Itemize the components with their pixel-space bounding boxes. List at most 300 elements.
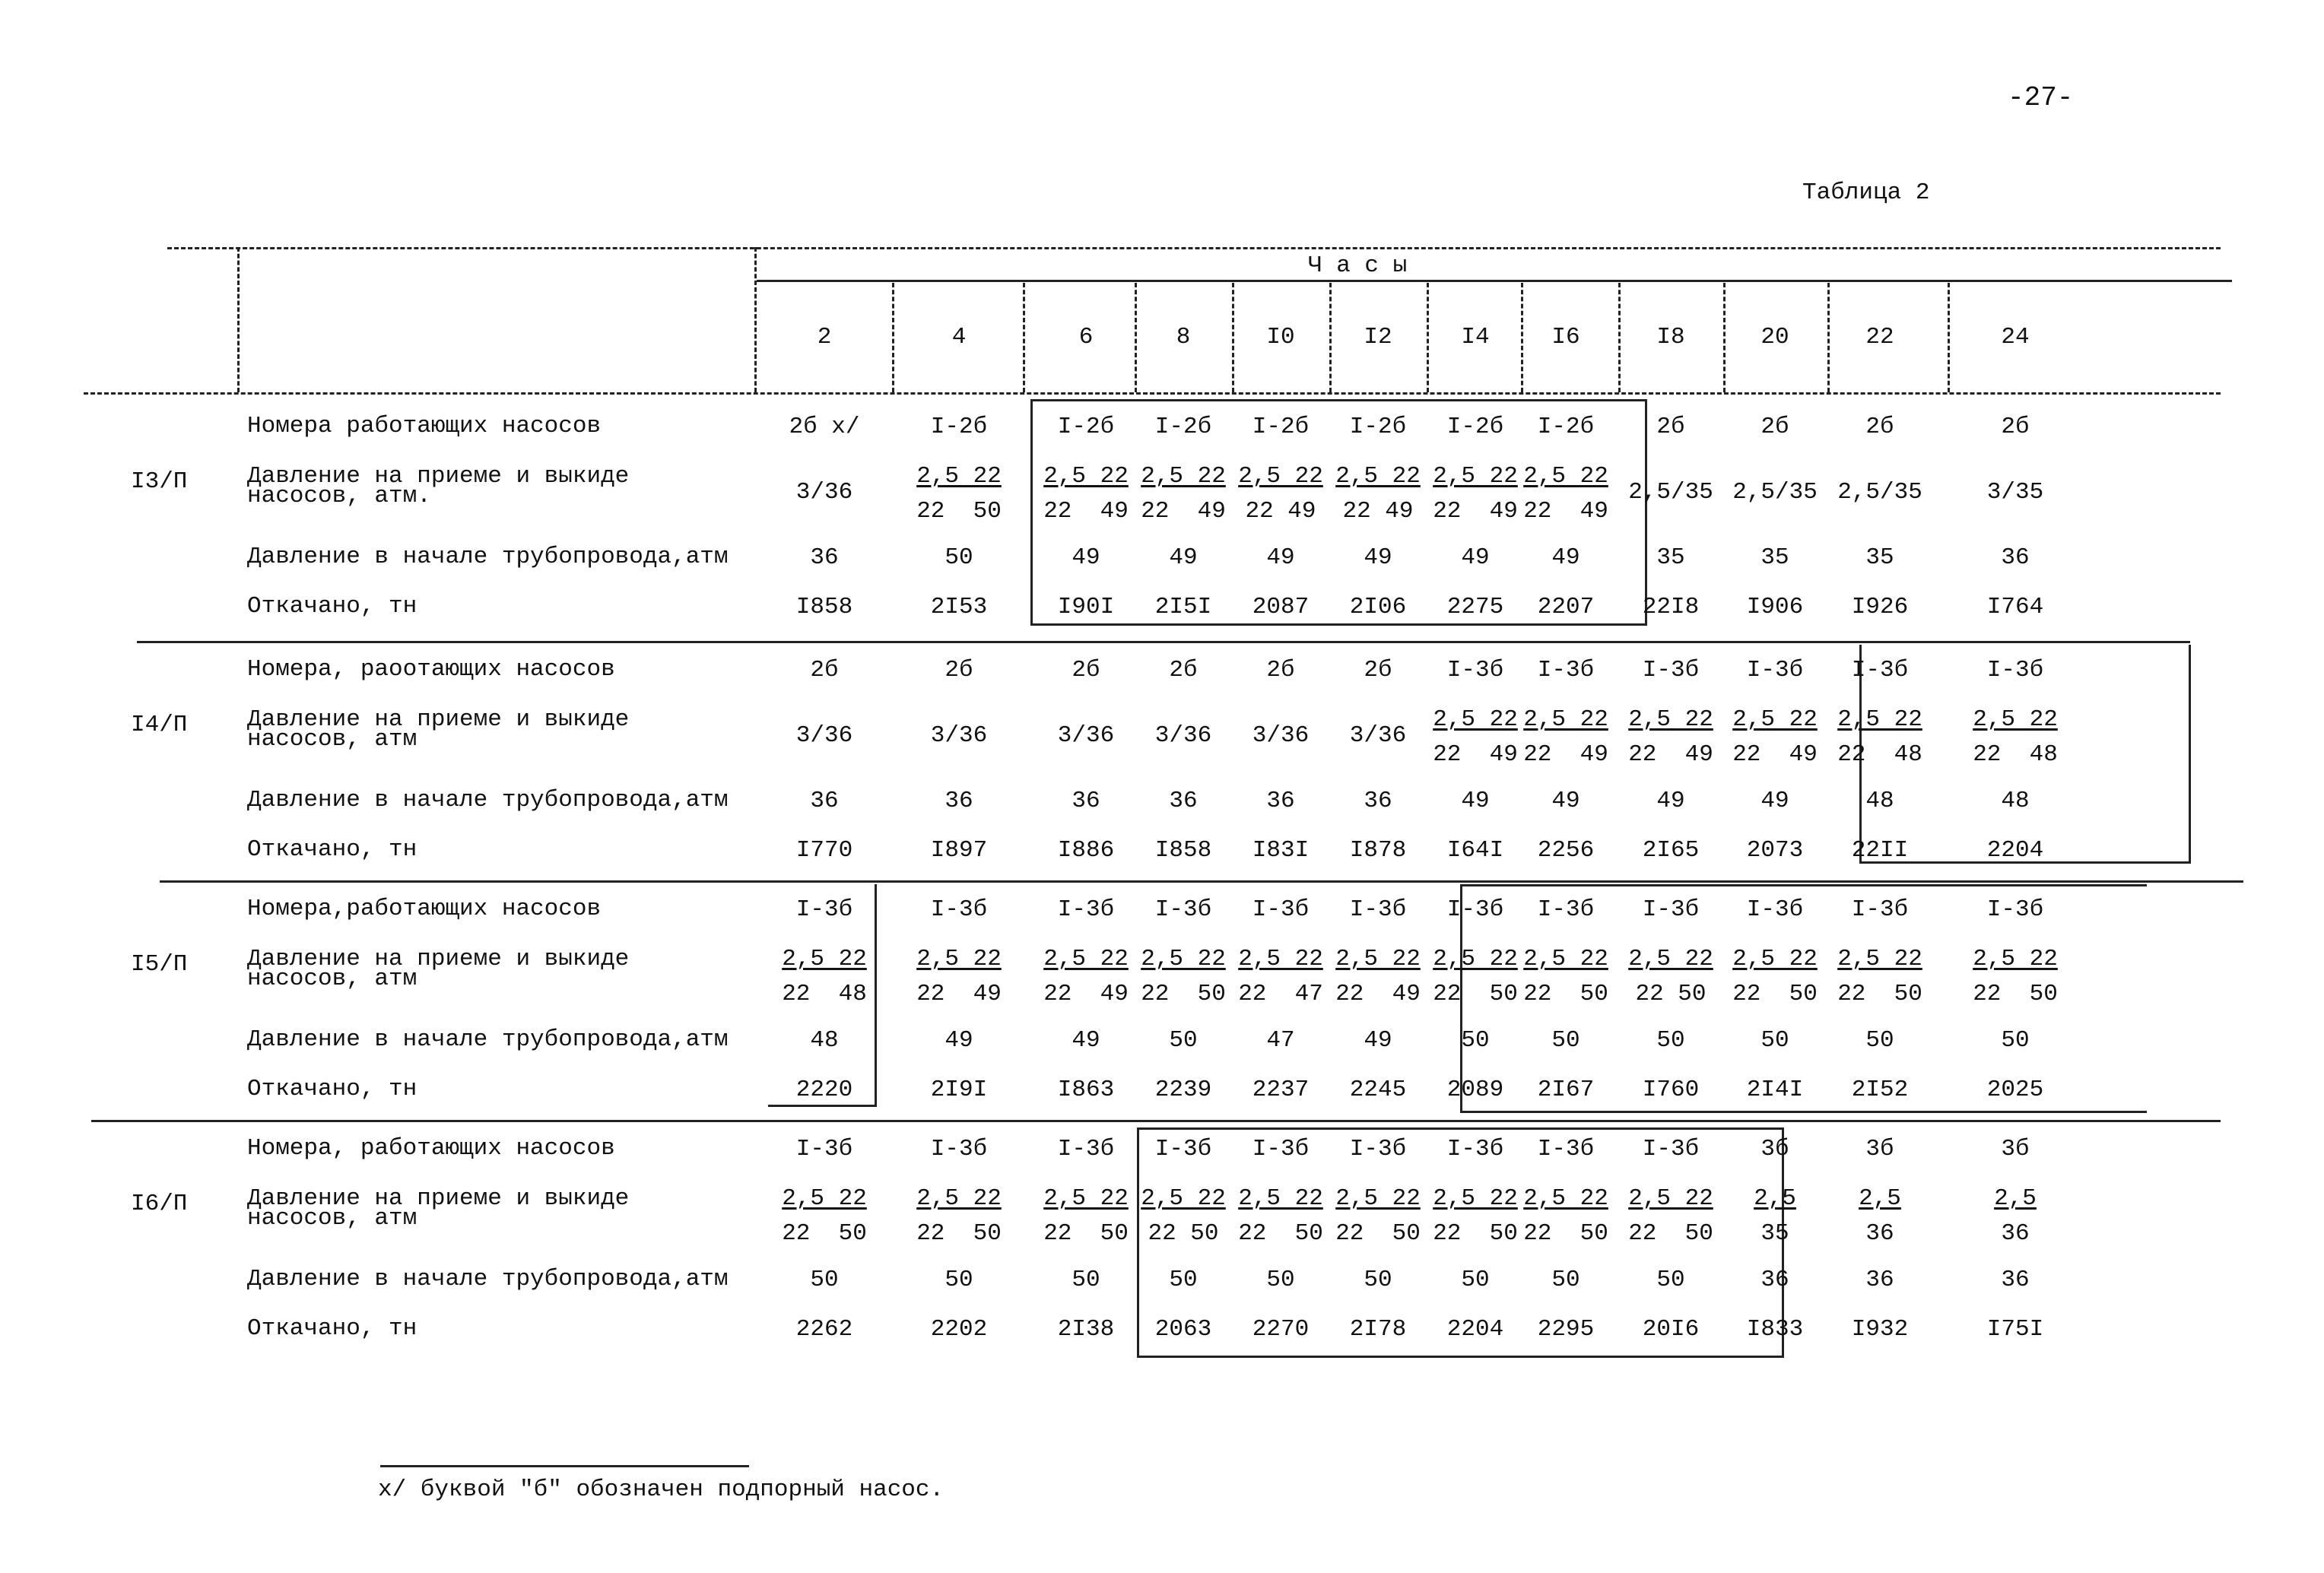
table-cell: I863	[1057, 1077, 1115, 1103]
table-cell: I886	[1057, 837, 1115, 864]
pressure-fraction	[1043, 459, 1129, 529]
table-cell: 2204	[1446, 1316, 1504, 1343]
suction-discharge-top: 2,5	[1994, 1185, 2037, 1212]
table-cell: 2б x/	[789, 414, 860, 440]
table-cell: 49	[1760, 788, 1789, 814]
table-cell: 36	[810, 788, 839, 814]
table-cell: 2I9I	[930, 1077, 988, 1103]
table-cell: 2I78	[1349, 1316, 1407, 1343]
column-divider	[892, 283, 894, 392]
table-cell: I-3б	[930, 896, 988, 923]
table-cell: 36	[2001, 1267, 2030, 1293]
table-cell: I-3б	[1154, 896, 1212, 923]
table-cell: 48	[1865, 788, 1894, 814]
table-cell: I90I	[1057, 594, 1115, 620]
table-title: Таблица 2	[1802, 179, 1930, 206]
table-cell: 49	[1364, 1027, 1392, 1054]
suction-discharge-top: 2,5 22	[1628, 1185, 1713, 1212]
suction-discharge-top: 2,5 22	[1628, 706, 1713, 733]
header-bottom-rule	[84, 392, 2221, 395]
suction-discharge-bottom: 22 49	[1732, 741, 1818, 768]
hour-header: I0	[1266, 324, 1295, 350]
table-cell: I-3б	[1851, 896, 1909, 923]
table-cell: 2207	[1537, 594, 1595, 620]
table-cell: 2245	[1349, 1077, 1407, 1103]
pressure-fraction	[1628, 1181, 1713, 1251]
table-cell: 2I65	[1642, 837, 1700, 864]
suction-discharge-top: 2,5 22	[1335, 1185, 1421, 1212]
suction-discharge-top: 2,5 22	[1973, 706, 2058, 733]
table-cell: I-3б	[1642, 896, 1700, 923]
suction-discharge-bottom: 22 49	[1433, 741, 1518, 768]
table-cell: 2063	[1154, 1316, 1212, 1343]
row-label: Давление на приеме и выкиде насосов, атм.	[247, 463, 630, 509]
block-id: I3/П	[131, 468, 188, 495]
suction-discharge-bottom: 22 50	[1635, 981, 1706, 1007]
table-cell: 2б	[1072, 657, 1100, 683]
suction-discharge-top: 2,5 22	[1238, 946, 1323, 972]
pressure-fraction	[1433, 942, 1518, 1012]
row-label: Номера работающих насосов	[247, 413, 602, 439]
block-id: I6/П	[131, 1191, 188, 1217]
pressure-fraction	[1433, 702, 1518, 772]
table-cell: 2,5/35	[1732, 479, 1818, 506]
table-cell: 2295	[1537, 1316, 1595, 1343]
suction-discharge-top: 2,5 22	[1837, 946, 1922, 972]
suction-discharge-top: 2,5 22	[1523, 463, 1608, 490]
pressure-fraction	[1523, 1181, 1608, 1251]
table-cell: 2202	[930, 1316, 988, 1343]
table-cell: I-3б	[1446, 657, 1504, 683]
table-cell: 3б	[2001, 1136, 2030, 1162]
table-cell: I858	[795, 594, 853, 620]
suction-discharge-bottom: 22 49	[1141, 498, 1226, 525]
table-cell: 36	[1072, 788, 1100, 814]
suction-discharge-bottom: 36	[1865, 1220, 1894, 1247]
table-cell: I-3б	[1851, 657, 1909, 683]
pressure-fraction	[916, 459, 1002, 529]
table-cell: 36	[1865, 1267, 1894, 1293]
table-cell: I-3б	[1537, 657, 1595, 683]
suction-discharge-top: 2,5 22	[1043, 463, 1129, 490]
pressure-fraction	[1141, 459, 1226, 529]
table-cell: 3/36	[795, 479, 853, 506]
pressure-fraction	[1754, 1181, 1796, 1251]
table-cell: 2б	[945, 657, 973, 683]
table-cell: 50	[1656, 1027, 1685, 1054]
pressure-fraction	[782, 1181, 867, 1251]
row-label: Давление на приеме и выкиде насосов, атм	[247, 706, 630, 753]
hour-header: I6	[1551, 324, 1580, 350]
table-cell: 50	[1461, 1267, 1490, 1293]
table-cell: 2I5I	[1154, 594, 1212, 620]
hours-label: Ч а с ы	[1308, 252, 1408, 279]
suction-discharge-bottom: 22 49	[1523, 741, 1608, 768]
suction-discharge-bottom: 22 50	[1148, 1220, 1219, 1247]
table-cell: 2220	[795, 1077, 853, 1103]
suction-discharge-bottom: 22 50	[916, 498, 1002, 525]
suction-discharge-bottom: 22 50	[1837, 981, 1922, 1007]
table-cell: I-3б	[1986, 657, 2044, 683]
hour-header: I8	[1656, 324, 1685, 350]
table-cell: I-3б	[795, 896, 853, 923]
table-cell: 2б	[810, 657, 839, 683]
suction-discharge-top: 2,5 22	[1523, 706, 1608, 733]
table-cell: 49	[1072, 544, 1100, 571]
row-label: Давление на приеме и выкиде насосов, атм	[247, 1185, 630, 1232]
pressure-fraction	[916, 942, 1002, 1012]
page-number: -27-	[2008, 82, 2074, 113]
table-cell: I75I	[1986, 1316, 2044, 1343]
table-cell: I906	[1746, 594, 1804, 620]
table-cell: 50	[1551, 1027, 1580, 1054]
pressure-fraction	[1433, 459, 1518, 529]
table-cell: 47	[1266, 1027, 1295, 1054]
block-separator	[91, 1120, 2221, 1122]
pressure-fraction	[1238, 942, 1323, 1012]
table-cell: 3/36	[1154, 722, 1212, 749]
table-cell: I-2б	[1349, 414, 1407, 440]
table-cell: 2I06	[1349, 594, 1407, 620]
suction-discharge-top: 2,5 22	[1628, 946, 1713, 972]
table-cell: I932	[1851, 1316, 1909, 1343]
suction-discharge-bottom: 22 50	[1628, 1220, 1713, 1247]
column-divider	[1232, 283, 1234, 392]
block-separator	[137, 641, 2190, 643]
hour-header: 2	[817, 324, 832, 350]
table-cell: 3/35	[1986, 479, 2044, 506]
table-cell: 50	[1169, 1027, 1198, 1054]
suction-discharge-bottom: 22 50	[1433, 1220, 1518, 1247]
table-cell: 3б	[1865, 1136, 1894, 1162]
pressure-fraction	[1859, 1181, 1901, 1251]
table-cell: I-3б	[1446, 1136, 1504, 1162]
row-label: Давление в начале трубопровода,атм	[247, 1026, 729, 1053]
suction-discharge-bottom: 22 48	[1837, 741, 1922, 768]
suction-discharge-bottom: 22 49	[1433, 498, 1518, 525]
table-cell: 49	[1551, 788, 1580, 814]
table-cell: 2I52	[1851, 1077, 1909, 1103]
table-cell: I-3б	[1057, 1136, 1115, 1162]
table-cell: 50	[2001, 1027, 2030, 1054]
table-cell: 3/36	[930, 722, 988, 749]
table-cell: 49	[1461, 788, 1490, 814]
table-cell: 2256	[1537, 837, 1595, 864]
suction-discharge-bottom: 22 49	[1245, 498, 1316, 525]
column-divider	[1329, 283, 1332, 392]
table-cell: 2025	[1986, 1077, 2044, 1103]
suction-discharge-bottom: 22 49	[1043, 498, 1129, 525]
table-cell: I-3б	[795, 1136, 853, 1162]
table-cell: 49	[945, 1027, 973, 1054]
table-cell: 3/36	[1252, 722, 1310, 749]
table-cell: 2239	[1154, 1077, 1212, 1103]
table-cell: 49	[1551, 544, 1580, 571]
pressure-fraction	[782, 942, 867, 1012]
suction-discharge-top: 2,5 22	[1732, 946, 1818, 972]
table-cell: 49	[1364, 544, 1392, 571]
table-cell: I-3б	[1349, 1136, 1407, 1162]
table-cell: I-3б	[1986, 896, 2044, 923]
pressure-fraction	[916, 1181, 1002, 1251]
block-separator	[160, 880, 2243, 883]
table-cell: 50	[1169, 1267, 1198, 1293]
table-cell: 3/36	[1057, 722, 1115, 749]
row-label: Откачано, тн	[247, 1315, 417, 1342]
table-cell: I833	[1746, 1316, 1804, 1343]
pressure-fraction	[1628, 702, 1713, 772]
table-cell: 22II	[1851, 837, 1909, 864]
table-cell: I-2б	[1252, 414, 1310, 440]
table-cell: 2237	[1252, 1077, 1310, 1103]
table-cell: 36	[1760, 1267, 1789, 1293]
table-cell: 22I8	[1642, 594, 1700, 620]
hour-header: 6	[1078, 324, 1094, 350]
table-cell: 49	[1266, 544, 1295, 571]
suction-discharge-bottom: 36	[2001, 1220, 2030, 1247]
suction-discharge-bottom: 22 50	[1732, 981, 1818, 1007]
column-divider	[1521, 283, 1523, 392]
suction-discharge-bottom: 22 50	[1433, 981, 1518, 1007]
table-cell: 35	[1656, 544, 1685, 571]
table-cell: 2б	[1656, 414, 1685, 440]
suction-discharge-bottom: 22 50	[1141, 981, 1226, 1007]
header-top-rule	[167, 247, 2221, 249]
pressure-fraction	[1837, 942, 1922, 1012]
row-label: Давление на приеме и выкиде насосов, атм	[247, 946, 630, 992]
table-cell: 49	[1169, 544, 1198, 571]
table-cell: I-3б	[1642, 657, 1700, 683]
table-cell: I-3б	[1642, 1136, 1700, 1162]
table-cell: I760	[1642, 1077, 1700, 1103]
footnote-rule	[380, 1465, 749, 1467]
suction-discharge-bottom: 22 49	[1628, 741, 1713, 768]
table-cell: 2204	[1986, 837, 2044, 864]
pressure-fraction	[1141, 1181, 1226, 1251]
suction-discharge-bottom: 22 50	[782, 1220, 867, 1247]
suction-discharge-bottom: 22 48	[782, 981, 867, 1007]
table-cell: I858	[1154, 837, 1212, 864]
table-cell: I-3б	[1349, 896, 1407, 923]
table-cell: I-2б	[1537, 414, 1595, 440]
suction-discharge-bottom: 22 49	[1335, 981, 1421, 1007]
hour-header: 22	[1865, 324, 1894, 350]
table-cell: I-3б	[1252, 1136, 1310, 1162]
table-cell: 2б	[1169, 657, 1198, 683]
table-cell: 2262	[795, 1316, 853, 1343]
table-cell: 36	[1266, 788, 1295, 814]
table-cell: 36	[2001, 544, 2030, 571]
hour-header: I4	[1461, 324, 1490, 350]
table-cell: 49	[1072, 1027, 1100, 1054]
row-label: Давление в начале трубопровода,атм	[247, 544, 729, 570]
suction-discharge-top: 2,5 22	[1141, 463, 1226, 490]
suction-discharge-top: 2,5 22	[1433, 463, 1518, 490]
hour-header: 8	[1176, 324, 1191, 350]
hour-header: 20	[1760, 324, 1789, 350]
suction-discharge-bottom: 22 49	[1342, 498, 1414, 525]
table-cell: 2275	[1446, 594, 1504, 620]
suction-discharge-top: 2,5 22	[1837, 706, 1922, 733]
table-cell: 50	[1551, 1267, 1580, 1293]
suction-discharge-bottom: 22 50	[1238, 1220, 1323, 1247]
pressure-fraction	[1238, 1181, 1323, 1251]
table-cell: 36	[810, 544, 839, 571]
hour-header: 4	[951, 324, 967, 350]
table-cell: I926	[1851, 594, 1909, 620]
pressure-fraction	[1994, 1181, 2037, 1251]
pressure-fraction	[1973, 702, 2058, 772]
table-cell: 2089	[1446, 1077, 1504, 1103]
suction-discharge-top: 2,5 22	[1973, 946, 2058, 972]
suction-discharge-bottom: 22 50	[1523, 1220, 1608, 1247]
row-label: Откачано, тн	[247, 1076, 417, 1102]
row-label: Откачано, тн	[247, 836, 417, 863]
column-divider	[1427, 283, 1429, 392]
table-cell: I-2б	[930, 414, 988, 440]
suction-discharge-top: 2,5	[1859, 1185, 1901, 1212]
table-cell: I-2б	[1154, 414, 1212, 440]
table-cell: 50	[1760, 1027, 1789, 1054]
suction-discharge-bottom: 22 49	[916, 981, 1002, 1007]
table-cell: 2087	[1252, 594, 1310, 620]
suction-discharge-top: 2,5 22	[1523, 946, 1608, 972]
table-cell: 50	[1656, 1267, 1685, 1293]
suction-discharge-top: 2,5 22	[1238, 463, 1323, 490]
table-cell: 3/36	[1349, 722, 1407, 749]
table-cell: 50	[1266, 1267, 1295, 1293]
suction-discharge-bottom: 22 50	[1523, 981, 1608, 1007]
row-label: Номера,работающих насосов	[247, 896, 602, 922]
column-divider	[1948, 283, 1950, 392]
pressure-fraction	[1238, 459, 1323, 529]
table-cell: 3/36	[795, 722, 853, 749]
table-cell: 50	[1364, 1267, 1392, 1293]
table-cell: 48	[2001, 788, 2030, 814]
column-divider	[1618, 283, 1621, 392]
table-cell: 50	[810, 1267, 839, 1293]
table-cell: I770	[795, 837, 853, 864]
table-cell: 2,5/35	[1628, 479, 1713, 506]
table-cell: I-3б	[1746, 896, 1804, 923]
column-divider	[1827, 283, 1830, 392]
table-cell: 50	[945, 544, 973, 571]
table-cell: I-3б	[1746, 657, 1804, 683]
suction-discharge-bottom: 22 48	[1973, 741, 2058, 768]
table-cell: 2б	[1364, 657, 1392, 683]
table-cell: I-3б	[1446, 896, 1504, 923]
pressure-fraction	[1732, 942, 1818, 1012]
table-cell: I-3б	[1154, 1136, 1212, 1162]
pressure-fraction	[1837, 702, 1922, 772]
suction-discharge-top: 2,5 22	[1523, 1185, 1608, 1212]
table-cell: 2I53	[930, 594, 988, 620]
suction-discharge-top: 2,5 22	[1433, 1185, 1518, 1212]
suction-discharge-top: 2,5	[1754, 1185, 1796, 1212]
suction-discharge-bottom: 22 49	[1523, 498, 1608, 525]
table-cell: 2,5/35	[1837, 479, 1922, 506]
hour-header: I2	[1364, 324, 1392, 350]
table-cell: 2I38	[1057, 1316, 1115, 1343]
pressure-fraction	[1628, 942, 1713, 1012]
table-cell: I64I	[1446, 837, 1504, 864]
table-cell: 2I4I	[1746, 1077, 1804, 1103]
suction-discharge-bottom: 22 50	[1043, 1220, 1129, 1247]
row-label: Откачано, тн	[247, 593, 417, 620]
table-cell: 48	[810, 1027, 839, 1054]
suction-discharge-bottom: 22 50	[916, 1220, 1002, 1247]
table-cell: 36	[1364, 788, 1392, 814]
table-cell: 3б	[1760, 1136, 1789, 1162]
suction-discharge-top: 2,5 22	[1141, 946, 1226, 972]
table-cell: 50	[1072, 1267, 1100, 1293]
table-cell: I83I	[1252, 837, 1310, 864]
pressure-fraction	[1732, 702, 1818, 772]
row-label: Давление в начале трубопровода,атм	[247, 1266, 729, 1292]
table-cell: 50	[945, 1267, 973, 1293]
block-id: I4/П	[131, 712, 188, 738]
table-cell: I-3б	[1537, 896, 1595, 923]
column-divider	[1023, 283, 1025, 392]
table-cell: I897	[930, 837, 988, 864]
header-divider	[754, 247, 757, 392]
row-label: Номера, раоотающих насосов	[247, 656, 615, 683]
table-cell: 36	[1169, 788, 1198, 814]
table-cell: I-3б	[930, 1136, 988, 1162]
suction-discharge-top: 2,5 22	[782, 946, 867, 972]
table-cell: 49	[1656, 788, 1685, 814]
footnote: x/ буквой "б" обозначен подпорный насос.	[378, 1476, 945, 1503]
suction-discharge-top: 2,5 22	[916, 946, 1002, 972]
pressure-fraction	[1043, 1181, 1129, 1251]
table-cell: 50	[1461, 1027, 1490, 1054]
pressure-fraction	[1433, 1181, 1518, 1251]
table-cell: 35	[1865, 544, 1894, 571]
suction-discharge-top: 2,5 22	[1335, 463, 1421, 490]
table-cell: 2б	[1865, 414, 1894, 440]
suction-discharge-top: 2,5 22	[1238, 1185, 1323, 1212]
column-divider	[1135, 283, 1137, 392]
pressure-fraction	[1141, 942, 1226, 1012]
pressure-fraction	[1523, 702, 1608, 772]
table-cell: 50	[1865, 1027, 1894, 1054]
table-cell: 2I67	[1537, 1077, 1595, 1103]
table-cell: I-3б	[1537, 1136, 1595, 1162]
suction-discharge-bottom: 22 47	[1238, 981, 1323, 1007]
suction-discharge-top: 2,5 22	[916, 463, 1002, 490]
pressure-fraction	[1523, 942, 1608, 1012]
hour-header: 24	[2001, 324, 2030, 350]
pressure-fraction	[1043, 942, 1129, 1012]
suction-discharge-top: 2,5 22	[1335, 946, 1421, 972]
table-cell: 2б	[1266, 657, 1295, 683]
suction-discharge-top: 2,5 22	[1043, 1185, 1129, 1212]
pressure-fraction	[1973, 942, 2058, 1012]
table-cell: I-2б	[1446, 414, 1504, 440]
table-cell: I878	[1349, 837, 1407, 864]
header-divider	[237, 247, 240, 392]
suction-discharge-bottom: 35	[1760, 1220, 1789, 1247]
suction-discharge-top: 2,5 22	[916, 1185, 1002, 1212]
suction-discharge-bottom: 22 50	[1335, 1220, 1421, 1247]
hours-underline	[757, 280, 2232, 282]
suction-discharge-top: 2,5 22	[1433, 706, 1518, 733]
row-label: Номера, работающих насосов	[247, 1135, 615, 1162]
pressure-fraction	[1335, 459, 1421, 529]
table-cell: 2б	[1760, 414, 1789, 440]
table-cell: I-3б	[1057, 896, 1115, 923]
suction-discharge-top: 2,5 22	[1732, 706, 1818, 733]
